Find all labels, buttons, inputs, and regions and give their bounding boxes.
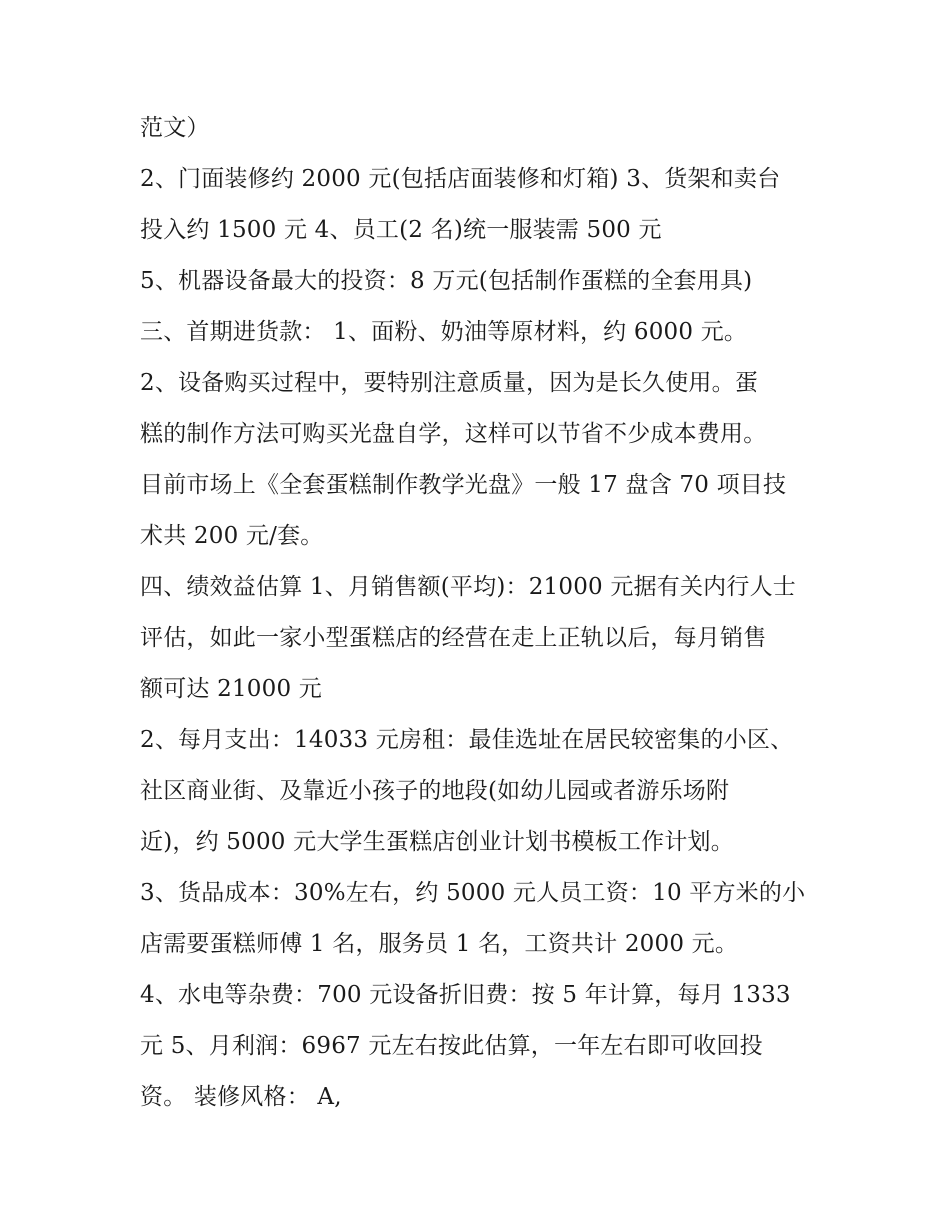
text-line: 资。 装修风格： A, xyxy=(140,1084,342,1110)
text-line: 近)，约 5000 元大学生蛋糕店创业计划书模板工作计划。 xyxy=(140,829,734,855)
text-line: 范文） xyxy=(140,115,210,141)
text-line: 评估，如此一家小型蛋糕店的经营在走上正轨以后，每月销售 xyxy=(140,625,767,651)
text-line: 社区商业街、及靠近小孩子的地段(如幼儿园或者游乐场附 xyxy=(140,778,730,804)
text-line: 店需要蛋糕师傅 1 名，服务员 1 名，工资共计 2000 元。 xyxy=(140,931,739,957)
text-line: 4、水电等杂费：700 元设备折旧费：按 5 年计算，每月 1333 xyxy=(140,982,791,1008)
text-line: 2、门面装修约 2000 元(包括店面装修和灯箱) 3、货架和卖台 xyxy=(140,166,781,192)
text-line: 术共 200 元/套。 xyxy=(140,523,324,549)
text-line: 目前市场上《全套蛋糕制作教学光盘》一般 17 盘含 70 项目技 xyxy=(140,472,787,498)
text-line: 元 5、月利润：6967 元左右按此估算，一年左右即可收回投 xyxy=(140,1033,763,1059)
text-line: 四、绩效益估算 1、月销售额(平均)：21000 元据有关内行人士 xyxy=(140,574,796,600)
text-line: 2、每月支出：14033 元房租：最佳选址在居民较密集的小区、 xyxy=(140,727,794,753)
text-line: 5、机器设备最大的投资：8 万元(包括制作蛋糕的全套用具) xyxy=(140,268,753,294)
text-line: 投入约 1500 元 4、员工(2 名)统一服装需 500 元 xyxy=(140,217,662,243)
document-body xyxy=(140,103,820,1123)
text-line: 糕的制作方法可购买光盘自学，这样可以节省不少成本费用。 xyxy=(140,421,767,447)
text-line: 2、设备购买过程中，要特别注意质量，因为是长久使用。蛋 xyxy=(140,370,759,396)
text-line: 额可达 21000 元 xyxy=(140,676,322,702)
text-line: 3、货品成本：30%左右，约 5000 元人员工资：10 平方米的小 xyxy=(140,880,806,906)
text-line: 三、首期进货款： 1、面粉、奶油等原材料，约 6000 元。 xyxy=(140,319,748,345)
